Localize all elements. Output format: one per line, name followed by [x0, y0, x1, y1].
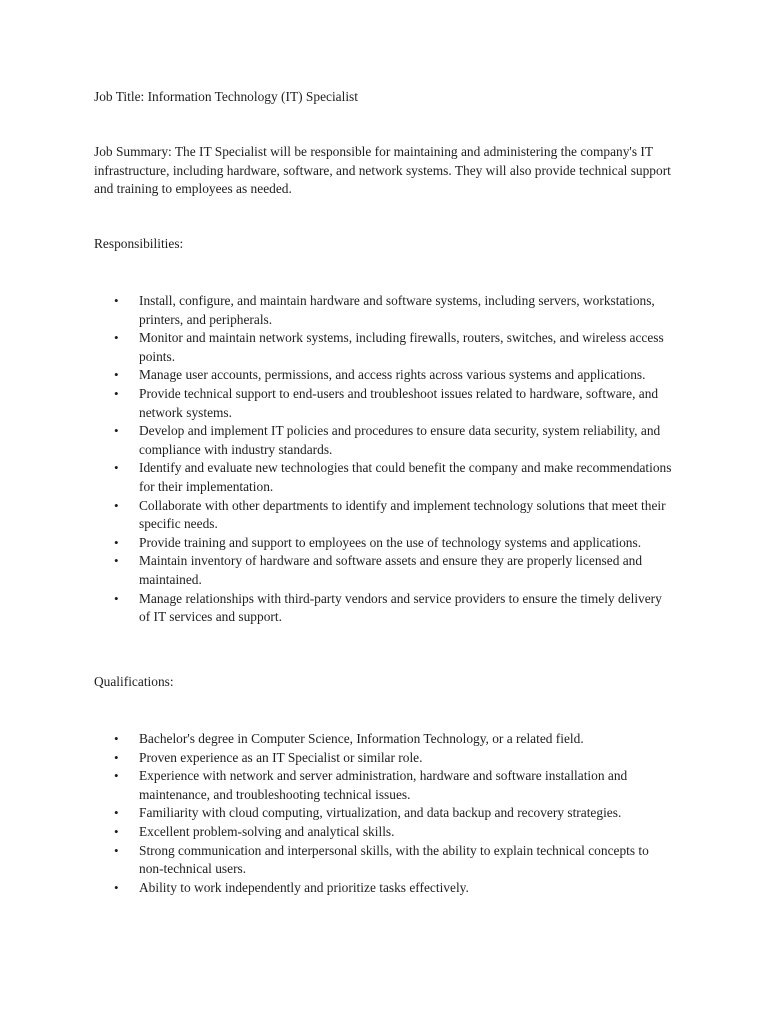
list-item [94, 329, 674, 366]
list-item-text: Collaborate with other departments to identify and implement technology solutions that meet their specific needs. [139, 497, 666, 532]
bullet-icon: • [114, 823, 119, 839]
list-item-text: Strong communication and interpersonal skills, with the ability to explain technical concepts to non-technical users. [139, 842, 649, 877]
list-item [94, 767, 674, 804]
list-item-text: Install, configure, and maintain hardware and software systems, including servers, workstations, printers, and peripherals. [139, 293, 655, 327]
list-item [94, 590, 674, 627]
list-item-text: Excellent problem-solving and analytical skills. [139, 823, 395, 839]
list-item [94, 823, 674, 842]
job-summary: Job Summary: The IT Specialist will be responsible for maintaining and administering the company's IT infrastructure, including hardware, software, and network systems. They will also provide technical support and training to employees as needed. [94, 144, 671, 197]
bullet-icon: • [114, 553, 119, 569]
bullet-icon: • [114, 749, 119, 765]
bullet-icon: • [114, 731, 119, 746]
qualifications-list [94, 730, 674, 897]
bullet-icon: • [114, 293, 119, 308]
list-item-text: Provide training and support to employees on the use of technology systems and applications. [139, 534, 642, 550]
list-item [94, 497, 674, 534]
bullet-icon: • [114, 385, 119, 401]
list-item-text: Experience with network and server administration, hardware and software installation and maintenance, and troubleshooting technical issues. [139, 768, 628, 802]
list-item-text: Proven experience as an IT Specialist or similar role. [139, 749, 423, 765]
responsibilities-list [94, 292, 674, 627]
list-item-text: Maintain inventory of hardware and software assets and ensure they are properly licensed and maintained. [139, 553, 643, 587]
list-item-text: Monitor and maintain network systems, including firewalls, routers, switches, and wireless access points. [139, 330, 664, 364]
bullet-icon: • [114, 367, 119, 383]
list-item [94, 842, 674, 879]
list-item [94, 730, 674, 749]
qualifications-heading: Qualifications: [94, 674, 174, 689]
list-item [94, 552, 674, 589]
list-item [94, 385, 674, 422]
list-item [94, 292, 674, 329]
list-item-text: Manage relationships with third-party vendors and service providers to ensure the timely delivery of IT services and support. [139, 590, 662, 625]
list-item-text: Bachelor's degree in Computer Science, Information Technology, or a related field. [139, 731, 584, 746]
job-title: Job Title: Information Technology (IT) Specialist [94, 89, 358, 104]
list-item [94, 366, 674, 385]
bullet-icon: • [114, 534, 119, 550]
list-item-text: Ability to work independently and prioritize tasks effectively. [139, 879, 469, 895]
list-item-text: Develop and implement IT policies and procedures to ensure data security, system reliability, and compliance with industry standards. [139, 423, 661, 457]
bullet-icon: • [114, 497, 119, 513]
list-item [94, 879, 674, 898]
list-item [94, 534, 674, 553]
bullet-icon: • [114, 879, 119, 895]
bullet-icon: • [114, 590, 119, 606]
list-item-text: Manage user accounts, permissions, and access rights across various systems and applications. [139, 367, 646, 383]
bullet-icon: • [114, 805, 119, 821]
list-item [94, 804, 674, 823]
bullet-icon: • [114, 842, 119, 858]
bullet-icon: • [114, 423, 119, 439]
bullet-icon: • [114, 330, 119, 346]
bullet-icon: • [114, 768, 119, 784]
list-item [94, 459, 674, 496]
list-item-text: Familiarity with cloud computing, virtualization, and data backup and recovery strategies. [139, 805, 622, 821]
list-item-text: Identify and evaluate new technologies that could benefit the company and make recommendations for their implementation. [139, 460, 672, 494]
list-item [94, 749, 674, 768]
responsibilities-heading: Responsibilities: [94, 236, 184, 251]
list-item [94, 422, 674, 459]
list-item-text: Provide technical support to end-users and troubleshoot issues related to hardware, software, and network systems. [139, 385, 659, 420]
bullet-icon: • [114, 460, 119, 476]
